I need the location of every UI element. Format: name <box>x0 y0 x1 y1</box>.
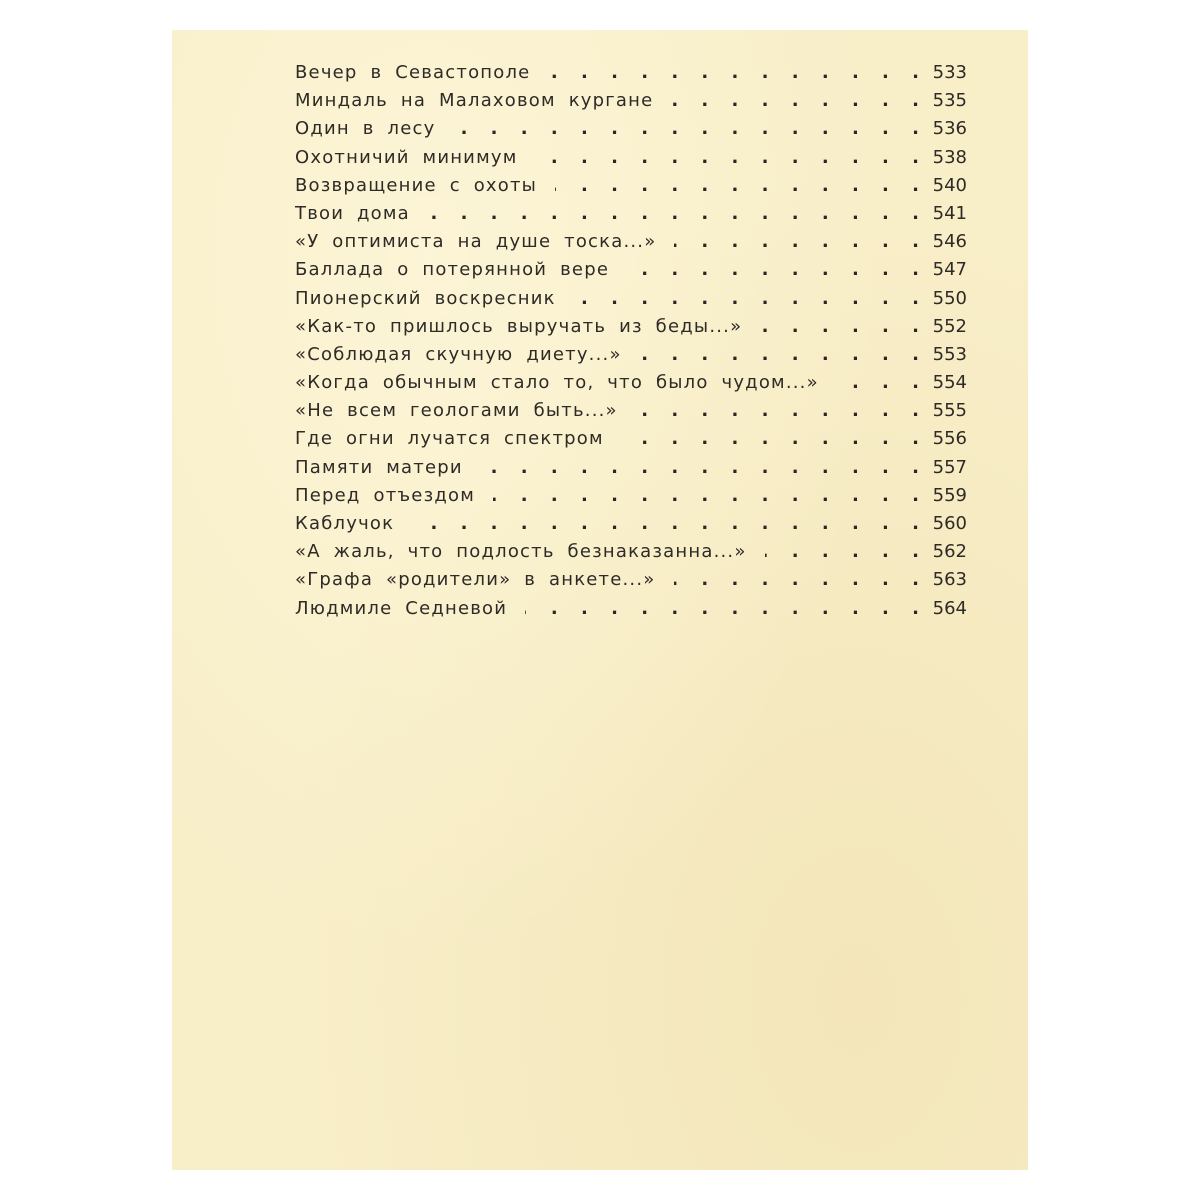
dot-leader <box>412 513 919 534</box>
toc-entry-page: 540 <box>932 174 967 196</box>
toc-entry-title: Перед отъездом <box>295 484 475 506</box>
dot-leader <box>674 569 920 590</box>
toc-entry-page: 554 <box>932 372 967 394</box>
toc-entry <box>295 90 967 118</box>
toc-entry-title: «Как-то пришлось выручать из беды...» <box>295 315 743 337</box>
dot-leader <box>636 400 919 421</box>
toc-entry-page: 533 <box>932 62 967 83</box>
toc-entry-page: 555 <box>932 400 967 422</box>
toc-entry-title: Людмиле Седневой <box>295 597 508 619</box>
toc-entry-page: 538 <box>932 146 967 168</box>
dot-leader <box>536 147 920 168</box>
toc-entry-page: 562 <box>932 541 967 563</box>
toc-entry <box>295 203 967 231</box>
toc-entry <box>295 541 967 569</box>
toc-entry <box>295 569 967 597</box>
toc-entry-title: «Не всем геологами быть...» <box>295 400 618 422</box>
toc-entry <box>295 175 967 203</box>
toc-entry-page: 557 <box>932 456 967 478</box>
dot-leader <box>674 231 919 252</box>
toc-entry-page: 559 <box>932 484 967 506</box>
toc-entry <box>295 288 967 316</box>
toc-entry-page: 556 <box>932 428 967 450</box>
toc-entry <box>295 344 967 372</box>
toc-entry <box>295 598 967 626</box>
dot-leader <box>627 259 919 280</box>
toc-entry-page: 564 <box>932 597 967 619</box>
dot-leader <box>640 344 919 365</box>
toc-entry <box>295 147 967 175</box>
dot-leader <box>453 118 919 139</box>
toc-entry-page: 535 <box>932 90 967 112</box>
toc-entry-title: Охотничий минимум <box>295 146 518 168</box>
dot-leader <box>622 428 919 449</box>
toc-entry-title: «Соблюдая скучную диету...» <box>295 343 622 365</box>
toc-entry <box>295 259 967 287</box>
dot-leader <box>493 485 919 506</box>
dot-leader <box>481 457 919 478</box>
toc-entry <box>295 118 967 146</box>
toc-entry-title: «А жаль, что подлость безнаказанна...» <box>295 541 747 563</box>
dot-leader <box>671 90 919 111</box>
dot-leader <box>574 288 919 309</box>
toc-entry <box>295 62 967 90</box>
toc-entry <box>295 513 967 541</box>
toc-entry-title: «Когда обычным стало то, что было чудом...» <box>295 372 819 394</box>
toc-entry-title: Баллада о потерянной вере <box>295 259 610 281</box>
toc-entry-page: 546 <box>932 231 967 253</box>
toc-entry <box>295 400 967 428</box>
table-of-contents <box>295 62 967 626</box>
toc-entry <box>295 485 967 513</box>
toc-entry <box>295 316 967 344</box>
toc-entry-page: 553 <box>932 343 967 365</box>
toc-entry-page: 560 <box>932 513 967 534</box>
toc-entry <box>295 457 967 485</box>
dot-leader <box>555 175 919 196</box>
toc-entry-title: «У оптимиста на душе тоска...» <box>295 231 657 253</box>
toc-entry-page: 547 <box>932 259 967 281</box>
toc-entry-page: 550 <box>932 287 967 309</box>
dot-leader <box>548 62 919 83</box>
toc-entry-page: 541 <box>932 202 967 224</box>
toc-entry-page: 563 <box>932 569 967 591</box>
toc-entry-page: 536 <box>932 118 967 140</box>
toc-entry-title: «Графа «родители» в анкете...» <box>295 569 656 591</box>
toc-entry <box>295 428 967 456</box>
toc-entry-title: Миндаль на Малаховом кургане <box>295 90 654 112</box>
book-page <box>172 30 1028 1170</box>
dot-leader <box>428 203 919 224</box>
toc-entry-title: Возвращение с охоты <box>295 174 538 196</box>
toc-entry <box>295 231 967 259</box>
toc-entry-title: Каблучок <box>295 513 395 534</box>
dot-leader <box>765 541 919 562</box>
dot-leader <box>837 372 919 393</box>
toc-entry-title: Твои дома <box>295 202 410 224</box>
toc-entry-title: Вечер в Севастополе <box>295 62 531 83</box>
toc-entry-title: Памяти матери <box>295 456 463 478</box>
toc-entry <box>295 372 967 400</box>
toc-entry-page: 552 <box>932 315 967 337</box>
toc-entry-title: Где огни лучатся спектром <box>295 428 604 450</box>
toc-entry-title: Один в лесу <box>295 118 436 140</box>
dot-leader <box>760 316 919 337</box>
toc-entry-title: Пионерский воскресник <box>295 287 556 309</box>
dot-leader <box>525 598 919 619</box>
